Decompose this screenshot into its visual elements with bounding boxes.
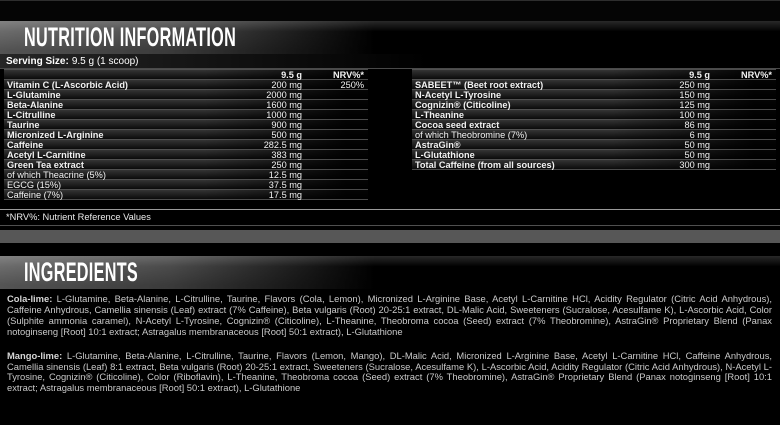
amount-column-header: 9.5 g <box>689 69 710 80</box>
nutrient-amount: 50 mg <box>684 149 710 160</box>
nutrient-label: Cognizin® (Citicoline) <box>415 99 511 110</box>
nutrient-row <box>4 99 368 109</box>
ingredients-header-bar <box>0 256 780 289</box>
nutrient-row <box>4 159 368 169</box>
nutrient-amount: 17.5 mg <box>268 189 302 200</box>
nutrient-amount: 500 mg <box>271 129 302 140</box>
nutrient-label: Beta-Alanine <box>7 99 64 110</box>
right-table-rows <box>412 79 776 169</box>
nutrient-row <box>412 149 776 159</box>
top-strip <box>0 1 780 21</box>
nutrient-amount: 86 mg <box>684 119 710 130</box>
serving-size-label: Serving Size: <box>6 55 69 67</box>
nutrient-row <box>4 119 368 129</box>
nutrient-row <box>412 119 776 129</box>
serving-size-row <box>0 54 780 69</box>
nutrient-label: L-Glutamine <box>7 89 61 100</box>
nutrient-row <box>412 159 776 169</box>
nutrient-amount: 200 mg <box>271 79 302 90</box>
nutrition-table-right <box>412 69 776 170</box>
section-divider <box>0 230 780 243</box>
nutrient-amount: 2000 mg <box>266 89 302 100</box>
nutrient-row <box>412 99 776 109</box>
nutrient-amount: 37.5 mg <box>268 179 302 190</box>
nutrient-label: of which Theacrine (5%) <box>7 169 106 180</box>
nutrient-amount: 6 mg <box>689 129 710 140</box>
nutrient-row <box>4 189 368 199</box>
nutrient-amount: 50 mg <box>684 139 710 150</box>
nutrient-label: Micronized L-Arginine <box>7 129 104 140</box>
nutrient-label: Taurine <box>7 119 40 130</box>
nutrient-label: Caffeine (7%) <box>7 189 64 200</box>
table-header-row <box>412 69 776 79</box>
ingredients-section <box>0 289 780 394</box>
nutrient-label: Cocoa seed extract <box>415 119 500 130</box>
nutrient-label: EGCG (15%) <box>7 179 62 190</box>
nutrient-label: Vitamin C (L-Ascorbic Acid) <box>7 79 128 90</box>
nutrient-amount: 282.5 mg <box>263 139 302 150</box>
nutrient-row <box>4 169 368 179</box>
nutrient-row <box>412 89 776 99</box>
nutrient-row <box>4 89 368 99</box>
amount-column-header: 9.5 g <box>281 69 302 80</box>
nutrient-label: AstraGin® <box>415 139 461 150</box>
nutrient-row <box>412 129 776 139</box>
nutrient-label: L-Glutathione <box>415 149 475 160</box>
nrv-footnote: *NRV%: Nutrient Reference Values <box>0 209 780 226</box>
serving-size-value: 9.5 g (1 scoop) <box>71 55 139 67</box>
left-table-rows <box>4 79 368 199</box>
ingredients-title: INGREDIENTS <box>24 257 139 287</box>
nutrient-amount: 150 mg <box>679 89 710 100</box>
nutrient-row <box>412 79 776 89</box>
nutrient-amount: 900 mg <box>271 119 302 130</box>
nutrient-amount: 1600 mg <box>266 99 302 110</box>
nutrient-amount: 12.5 mg <box>268 169 302 180</box>
ingredients-paragraph: Mango-lime: L-Glutamine, Beta-Alanine, L-Citrulline, Taurine, Flavors (Lemon, Mango), DL-Malic Acid, Micronized L-Arginine Base, Acetyl L-Carnitine HCl, Caffeine Anhydrous, Camellia sinensis (Leaf) 8:1 extract, Beta vulgaris (Root) 20-25:1 extract, Sweeteners (Sucralose, Acesulfame K), L-Ascorbic Acid, Acidity Regulator (Citric Acid Anhydrous), N-Acetyl L-Tyrosine, Cognizin® (Citicoline), Color (Riboflavin), L-Theanine, Theobroma cocoa (Seed) extract (7% Theobromine), AstraGin® Proprietary Blend (Panax notoginseng [Root] 10:1 extract; Astragalus membranaceous [Root] 50:1 extract), L-Glutathione <box>7 349 772 394</box>
nutrition-header-bar <box>0 21 780 54</box>
nutrient-label: of which Theobromine (7%) <box>415 129 528 140</box>
nutrient-label: N-Acetyl L-Tyrosine <box>415 89 502 100</box>
nutrient-row <box>4 179 368 189</box>
nutrient-label: Acetyl L-Carnitine <box>7 149 86 160</box>
nutrition-title: NUTRITION INFORMATION <box>24 22 237 52</box>
nutrient-amount: 100 mg <box>679 109 710 120</box>
nutrient-label: Total Caffeine (from all sources) <box>415 159 555 170</box>
nutrient-amount: 1000 mg <box>266 109 302 120</box>
nutrient-amount: 250 mg <box>679 79 710 90</box>
ingredients-paragraph: Cola-lime: L-Glutamine, Beta-Alanine, L-Citrulline, Taurine, Flavors (Cola, Lemon), Micronized L-Arginine Base, Acetyl L-Carnitine HCl, Acidity Regulator (Citric Acid Anhydrous), Caffeine Anhydrous, Camellia sinensis (Leaf) extract (7% Caffeine), Beta vulgaris (Root) 20-25:1 extract, DL-Malic Acid, Sweeteners (Sucralose, Acesulfame K), L-Ascorbic Acid, Color (Sulphite ammonia caramel), N-Acetyl L-Tyrosine, Cognizin® (Citicoline), L-Theanine, Theobroma cocoa (Seed) extract (7% Theobromine), AstraGin® Proprietary Blend (Panax notoginseng [Root] 10:1 extract; Astragalus membranaceous [Root] 50:1 extract), L-Glutathione <box>7 293 772 337</box>
nutrient-label: Caffeine <box>7 139 44 150</box>
flavor-name: Mango-lime: <box>7 349 63 361</box>
nutrient-row <box>4 149 368 159</box>
nrv-column-header: NRV%* <box>741 69 772 80</box>
nutrient-label: L-Theanine <box>415 109 465 120</box>
nutrient-row <box>4 109 368 119</box>
flavor-name: Cola-lime: <box>7 293 53 304</box>
nutrient-row <box>4 79 368 89</box>
nutrient-row <box>4 139 368 149</box>
nutrient-amount: 383 mg <box>271 149 302 160</box>
nutrient-label: SABEET™ (Beet root extract) <box>415 79 544 90</box>
table-header-row <box>4 69 368 79</box>
nutrient-row <box>412 109 776 119</box>
nutrition-tables <box>0 69 780 200</box>
nrv-column-header: NRV%* <box>333 69 364 80</box>
nutrient-row <box>4 129 368 139</box>
nutrient-amount: 250 mg <box>271 159 302 170</box>
nutrition-table-left <box>4 69 368 200</box>
nutrient-row <box>412 139 776 149</box>
nutrient-amount: 300 mg <box>679 159 710 170</box>
nutrient-nrv: 250% <box>340 79 364 90</box>
nutrient-label: L-Citrulline <box>7 109 56 120</box>
nutrient-label: Green Tea extract <box>7 159 84 170</box>
nutrient-amount: 125 mg <box>679 99 710 110</box>
